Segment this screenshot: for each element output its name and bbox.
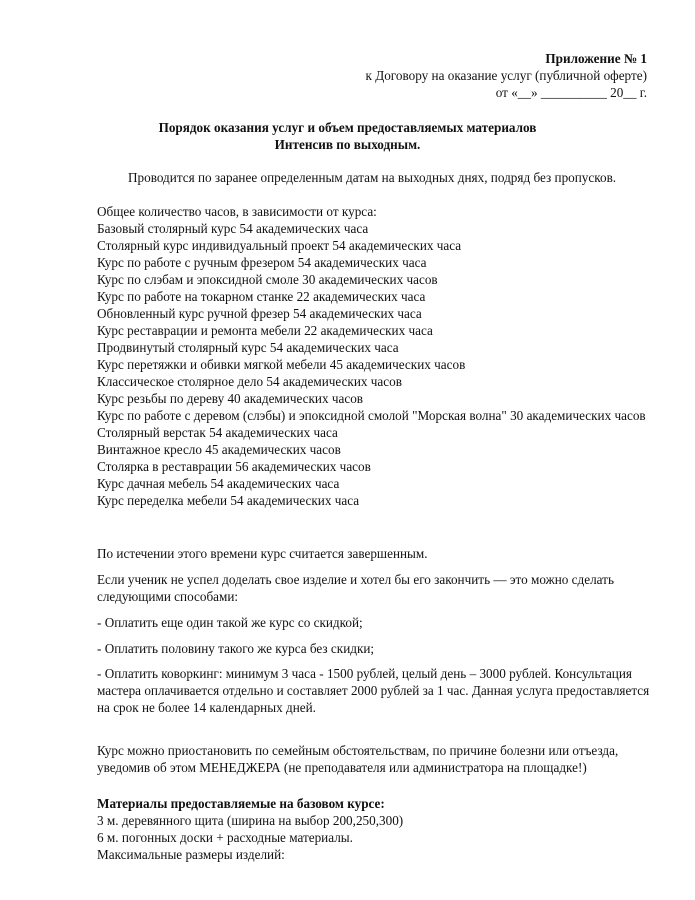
materials-title: Материалы предоставляемые на базовом курсе: <box>97 796 385 811</box>
course-item: Классическое столярное дело 54 академических часов <box>97 374 402 389</box>
not-finished-paragraph: Если ученик не успел доделать свое изделие и хотел бы его закончить — это можно сделать следующими способами: <box>97 572 614 604</box>
option-coworking: - Оплатить коворкинг: минимум 3 часа - 1500 рублей, целый день – 3000 рублей. Консультация мастера оплачивается отдельно и составляет 2000 рублей за 1 час. Данная услуга предоставляется на срок не более 14 календарных дней. <box>97 666 650 715</box>
option-half-course: - Оплатить половину такого же курса без скидки; <box>97 641 375 656</box>
course-item: Винтажное кресло 45 академических часов <box>97 442 341 457</box>
title-line-1: Порядок оказания услуг и объем предоставляемых материалов <box>158 120 537 135</box>
title-line-2: Интенсив по выходным. <box>274 137 421 152</box>
course-item: Базовый столярный курс 54 академических часа <box>97 221 369 236</box>
materials-line: 6 м. погонных доски + расходные материалы. <box>97 830 353 845</box>
course-item: Обновленный курс ручной фрезер 54 академических часа <box>97 306 422 321</box>
course-item: Столярный курс индивидуальный проект 54 академических часа <box>97 238 462 253</box>
course-item: Продвинутый столярный курс 54 академических часа <box>97 340 399 355</box>
course-item: Курс по работе с ручным фрезером 54 академических часа <box>97 255 427 270</box>
course-item: Курс по работе на токарном станке 22 академических часа <box>97 289 426 304</box>
course-item: Курс дачная мебель 54 академических часа <box>97 476 340 491</box>
course-item: Курс переделка мебели 54 академических часа <box>97 493 360 508</box>
date-line: от «__» __________ 20__ г. <box>495 85 647 100</box>
appendix-number: Приложение № 1 <box>545 51 647 66</box>
contract-reference: к Договору на оказание услуг (публичной оферте) <box>365 68 647 83</box>
course-item: Курс резьбы по дереву 40 академических часов <box>97 391 364 406</box>
option-discount-course: - Оплатить еще один такой же курс со скидкой; <box>97 615 363 630</box>
course-list-heading: Общее количество часов, в зависимости от курса: <box>97 204 377 219</box>
course-item: Курс реставрации и ремонта мебели 22 академических часа <box>97 323 433 338</box>
course-item: Курс по работе с деревом (слэбы) и эпоксидной смолой "Морская волна" 30 академических часов <box>97 408 646 423</box>
course-hours-list <box>97 203 652 509</box>
intro-paragraph: Проводится по заранее определенным датам на выходных днях, подряд без пропусков. <box>128 170 617 185</box>
document-header <box>366 50 647 101</box>
course-item: Столярка в реставрации 56 академических часов <box>97 459 371 474</box>
pause-paragraph: Курс можно приостановить по семейным обстоятельствам, по причине болезни или отъезда, уведомив об этом МЕНЕДЖЕРА (не преподавателя или администратора на площадке!) <box>97 743 619 775</box>
materials-line: Максимальные размеры изделий: <box>97 847 285 862</box>
completion-paragraph: По истечении этого времени курс считается завершенным. <box>97 546 428 561</box>
materials-line: 3 м. деревянного щита (ширина на выбор 200,250,300) <box>97 813 404 828</box>
materials-section <box>97 795 652 863</box>
document-title <box>0 119 695 153</box>
course-item: Курс перетяжки и обивки мягкой мебели 45 академических часов <box>97 357 466 372</box>
course-item: Столярный верстак 54 академических часа <box>97 425 338 440</box>
course-item: Курс по слэбам и эпоксидной смоле 30 академических часов <box>97 272 438 287</box>
